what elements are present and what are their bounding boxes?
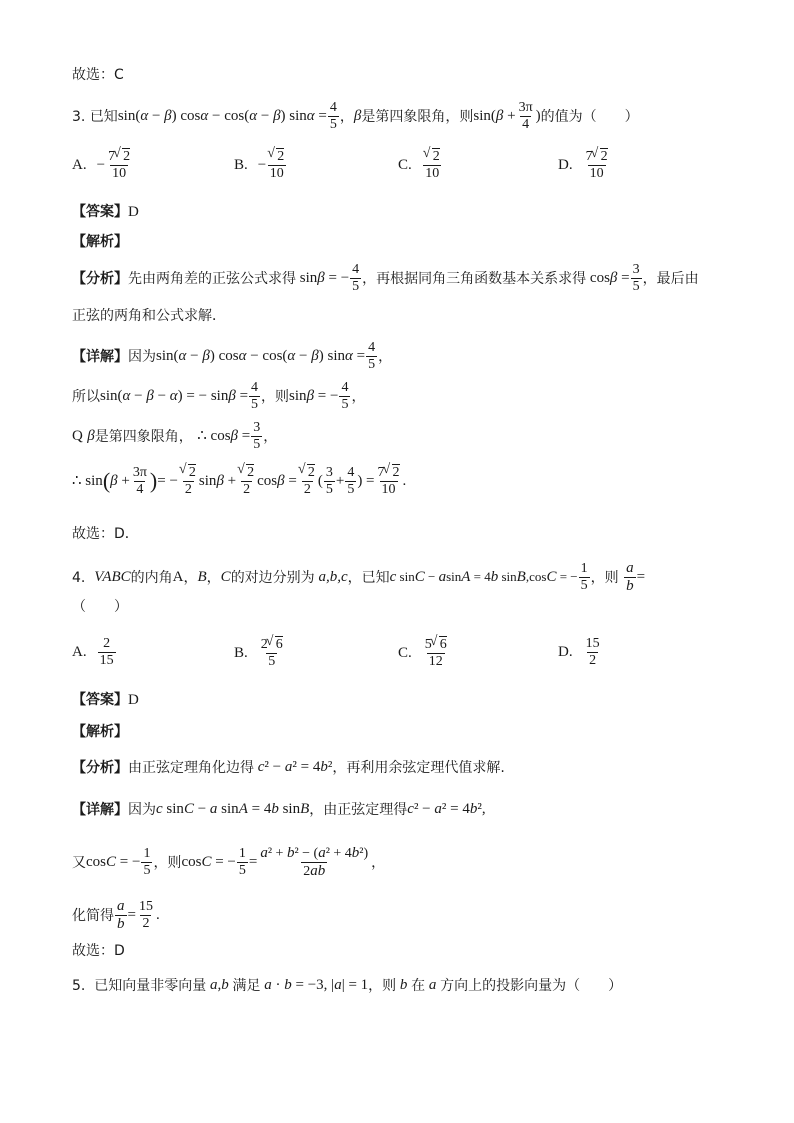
fraction: $\frac{7√ 2}{10}$ <box>584 148 610 182</box>
fraction: $\frac{3}{5}$ <box>325 464 333 497</box>
fraction: $\frac{4}{5}$ <box>251 380 259 413</box>
text: ，由正弦定理得 <box>309 801 408 818</box>
fraction: $\frac{1}{5}$ <box>580 561 588 594</box>
fraction: $\frac{3\pi}{4}$ <box>132 464 147 497</box>
option-letter: D. <box>558 644 573 661</box>
fraction: $\frac{5√ 6}{12}$ <box>423 636 449 670</box>
text: 方向上的投影向量为（ ） <box>440 977 623 994</box>
text: ，再根据同角三角函数基本关系求得 <box>362 270 587 287</box>
text: ，则 <box>153 854 182 871</box>
detail-label: 【详解】 <box>72 801 128 818</box>
q3-option-a[interactable]: A. − $\frac{7√ 2}{10}$ <box>72 148 133 182</box>
q3-expression: sin(α − β) cosα − cos(α − β) sinα = <box>117 108 327 125</box>
comma: ， <box>339 108 354 125</box>
text: 因为 <box>128 348 156 365</box>
q3-fenxi: 【分析】 先由两角差的正弦公式求得 sinβ = − $\frac{4}{5}$ ，再根据同角三角函数基本关系求得 cosβ = $\frac{3}{5}$ ，最后由 <box>72 262 699 295</box>
beta-symbol: β <box>353 108 362 125</box>
q3-stem-text2: 的值为（ ） <box>540 108 639 125</box>
q3-option-d[interactable] <box>558 148 611 182</box>
fraction: $\frac{a}{b}$ <box>117 898 125 933</box>
var-b: B <box>197 569 207 586</box>
fraction: $\frac{4}{5}$ <box>352 262 360 295</box>
fraction: $\frac{3}{5}$ <box>253 420 261 453</box>
q3-answer <box>72 205 139 220</box>
fraction: $\frac{\text{a² + b² − (a² + 4b²)}}{2ab}$ <box>260 845 369 880</box>
q4-fenxi: 【分析】 由正弦定理角化边得 c² − a² = 4b² ，再利用余弦定理代值求解. <box>72 759 505 776</box>
text: 已知向量非零向量 <box>94 977 207 994</box>
answer-label: 【答案】 <box>72 204 128 220</box>
text: ，则 <box>368 977 397 994</box>
fraction: $\frac{4}{5}$ <box>368 340 376 373</box>
q3-final: 故选：D． <box>72 526 139 542</box>
fenxi-label: 【分析】 <box>72 270 128 287</box>
because-symbol: Q <box>72 428 83 445</box>
q4-option-c[interactable] <box>398 636 450 670</box>
q3-detail-3: Q β 是第四象限角， ∴ cosβ = $\frac{3}{5}$ ， <box>72 420 278 453</box>
detail-label: 【详解】 <box>72 348 128 365</box>
q4-stem: 4. VABC 的内角 A ， B ， C 的对边分别为 a,b,c ，已知 c sinC − asinA = 4b sinB,cosC = − $\frac{1}{5}$ ，则 $\frac{a}{b}$ = <box>72 560 646 595</box>
q3-fenxi-line2: 正弦的两角和公式求解． <box>72 308 226 324</box>
text: 由正弦定理角化边得 <box>128 759 254 776</box>
fraction: $\frac{1}{5}$ <box>143 846 151 879</box>
therefore-symbol: ∴ <box>72 472 82 489</box>
fraction: $\frac{7√ 2}{10}$ <box>106 148 132 182</box>
text: 的对边分别为 <box>230 569 315 586</box>
q4-number: 4. <box>72 569 86 586</box>
q4-option-b[interactable] <box>234 636 286 670</box>
text: 的内角 <box>130 569 173 586</box>
q2-conclusion: 故选：C <box>72 67 124 83</box>
text: 满足 <box>232 977 261 994</box>
q4-paren: （ ） <box>72 599 128 615</box>
option-letter: C. <box>398 644 412 661</box>
q3-target-expr: sin(β + <box>473 108 516 125</box>
q4-option-d[interactable] <box>558 636 603 669</box>
q3-detail-4: ∴ sin ( β + $\frac{3\pi}{4}$ ) = − √ $\frac{2}{2}$ sinβ + √ $\frac{2}{2}$ cosβ = √ $\frac{2}{2}$ ( $\frac{3}{5}$ + $\frac{4}{5}$ ) = $\frac{7√ 2}{10}$ . <box>72 464 406 498</box>
fraction: √ $\frac{2}{10}$ <box>423 148 442 182</box>
therefore-symbol: ∴ <box>197 428 207 445</box>
option-letter: B. <box>234 156 248 173</box>
var-a: A <box>172 569 184 586</box>
option-letter: D. <box>558 156 573 173</box>
answer-value: D <box>128 204 139 220</box>
q4-answer <box>72 693 139 708</box>
option-letter: A. <box>72 644 87 661</box>
q4-detail-1: 【详解】 因为 c sinC − a sinA = 4b sinB ，由正弦定理得 c² − a² = 4b², <box>72 801 486 818</box>
fraction: $\frac{4}{5}$ <box>347 464 355 497</box>
fraction: $\frac{1}{5}$ <box>238 846 246 879</box>
q3-detail-1: 【详解】 因为 sin(α − β) cosα − cos(α − β) sinα = $\frac{4}{5}$ ， <box>72 340 393 373</box>
fraction: $\frac{2√ 6}{5}$ <box>259 636 285 670</box>
text: ，再利用余弦定理代值求解. <box>332 759 505 776</box>
q3-option-c[interactable] <box>398 148 443 182</box>
q3-number: 3. <box>72 108 86 125</box>
fenxi-label: 【分析】 <box>72 759 128 776</box>
fraction: √ $\frac{2}{2}$ <box>179 464 198 498</box>
fraction: $\frac{4}{5}$ <box>341 380 349 413</box>
triangle-symbol: VABC <box>94 569 131 586</box>
q3-stem-text1: 是第四象限角，则 <box>361 108 474 125</box>
fraction: √ $\frac{2}{10}$ <box>267 148 286 182</box>
q5-number: 5. <box>72 977 86 994</box>
q3-analysis-label <box>72 235 128 249</box>
text: ，则 <box>590 569 619 586</box>
q5-stem: 5. 已知向量非零向量 a,b 满足 a · b = −3, |a| = 1 ，则 b 在 a 方向上的投影向量为（ ） <box>72 977 623 994</box>
q3-stem: 3. 已知 sin(α − β) cosα − cos(α − β) sinα = $\frac{4}{5}$ ， β 是第四象限角，则 sin(β + $\frac{3\pi}{4}$ ) 的值为（ ） <box>72 100 639 133</box>
q4-detail-2: 又 cosC = − $\frac{1}{5}$ ，则 cosC = − $\frac{1}{5}$ = $\frac{\text{a² + b² − (a² + 4b²)}}{2ab}$ ， <box>72 845 386 880</box>
fraction: $\frac{a}{b}$ <box>626 560 634 595</box>
text: 先由两角差的正弦公式求得 <box>128 270 296 287</box>
fraction: $\frac{2}{15}$ <box>99 636 114 669</box>
option-letter: A. <box>72 156 87 173</box>
fraction: $\frac{15}{2}$ <box>138 899 153 932</box>
beta-symbol: β <box>87 428 95 445</box>
q4-analysis-label <box>72 725 128 739</box>
analysis-label: 【解析】 <box>72 234 128 250</box>
text: 在 <box>411 977 426 994</box>
text: 化简得 <box>72 907 114 924</box>
fraction: $\frac{3}{5}$ <box>632 262 640 295</box>
q4-detail-3: 化简得 $\frac{a}{b}$ = $\frac{15}{2}$ . <box>72 898 160 933</box>
q3-option-b[interactable]: B. − √ $\frac{2}{10}$ <box>234 148 287 182</box>
answer-value: D <box>128 692 139 708</box>
fraction-4-5: $\frac{4}{5}$ <box>329 100 337 133</box>
fraction: $\frac{15}{2}$ <box>585 636 600 669</box>
q4-option-a[interactable] <box>72 636 117 669</box>
answer-label: 【答案】 <box>72 692 128 708</box>
fraction: $\frac{7√ 2}{10}$ <box>376 464 402 498</box>
analysis-label: 【解析】 <box>72 724 128 740</box>
text: 是第四象限角， <box>94 428 193 445</box>
text: ，最后由 <box>642 270 699 287</box>
text: 所以 <box>72 388 100 405</box>
q3-stem-pre: 已知 <box>89 108 118 125</box>
text: 又 <box>72 854 86 871</box>
q4-final: 故选：D <box>72 943 125 959</box>
option-letter: B. <box>234 644 248 661</box>
text: 因为 <box>128 801 156 818</box>
text: ，则 <box>261 388 290 405</box>
text: ，已知 <box>347 569 390 586</box>
fraction-3pi-4: $\frac{3\pi}{4}$ <box>518 100 533 133</box>
fraction: √ $\frac{2}{2}$ <box>237 464 256 498</box>
var-c: C <box>220 569 231 586</box>
option-letter: C. <box>398 156 412 173</box>
q3-detail-2: 所以 sin(α − β − α) = − sinβ = $\frac{4}{5}$ ，则 sinβ = − $\frac{4}{5}$ ， <box>72 380 366 413</box>
fraction: √ $\frac{2}{2}$ <box>298 464 317 498</box>
